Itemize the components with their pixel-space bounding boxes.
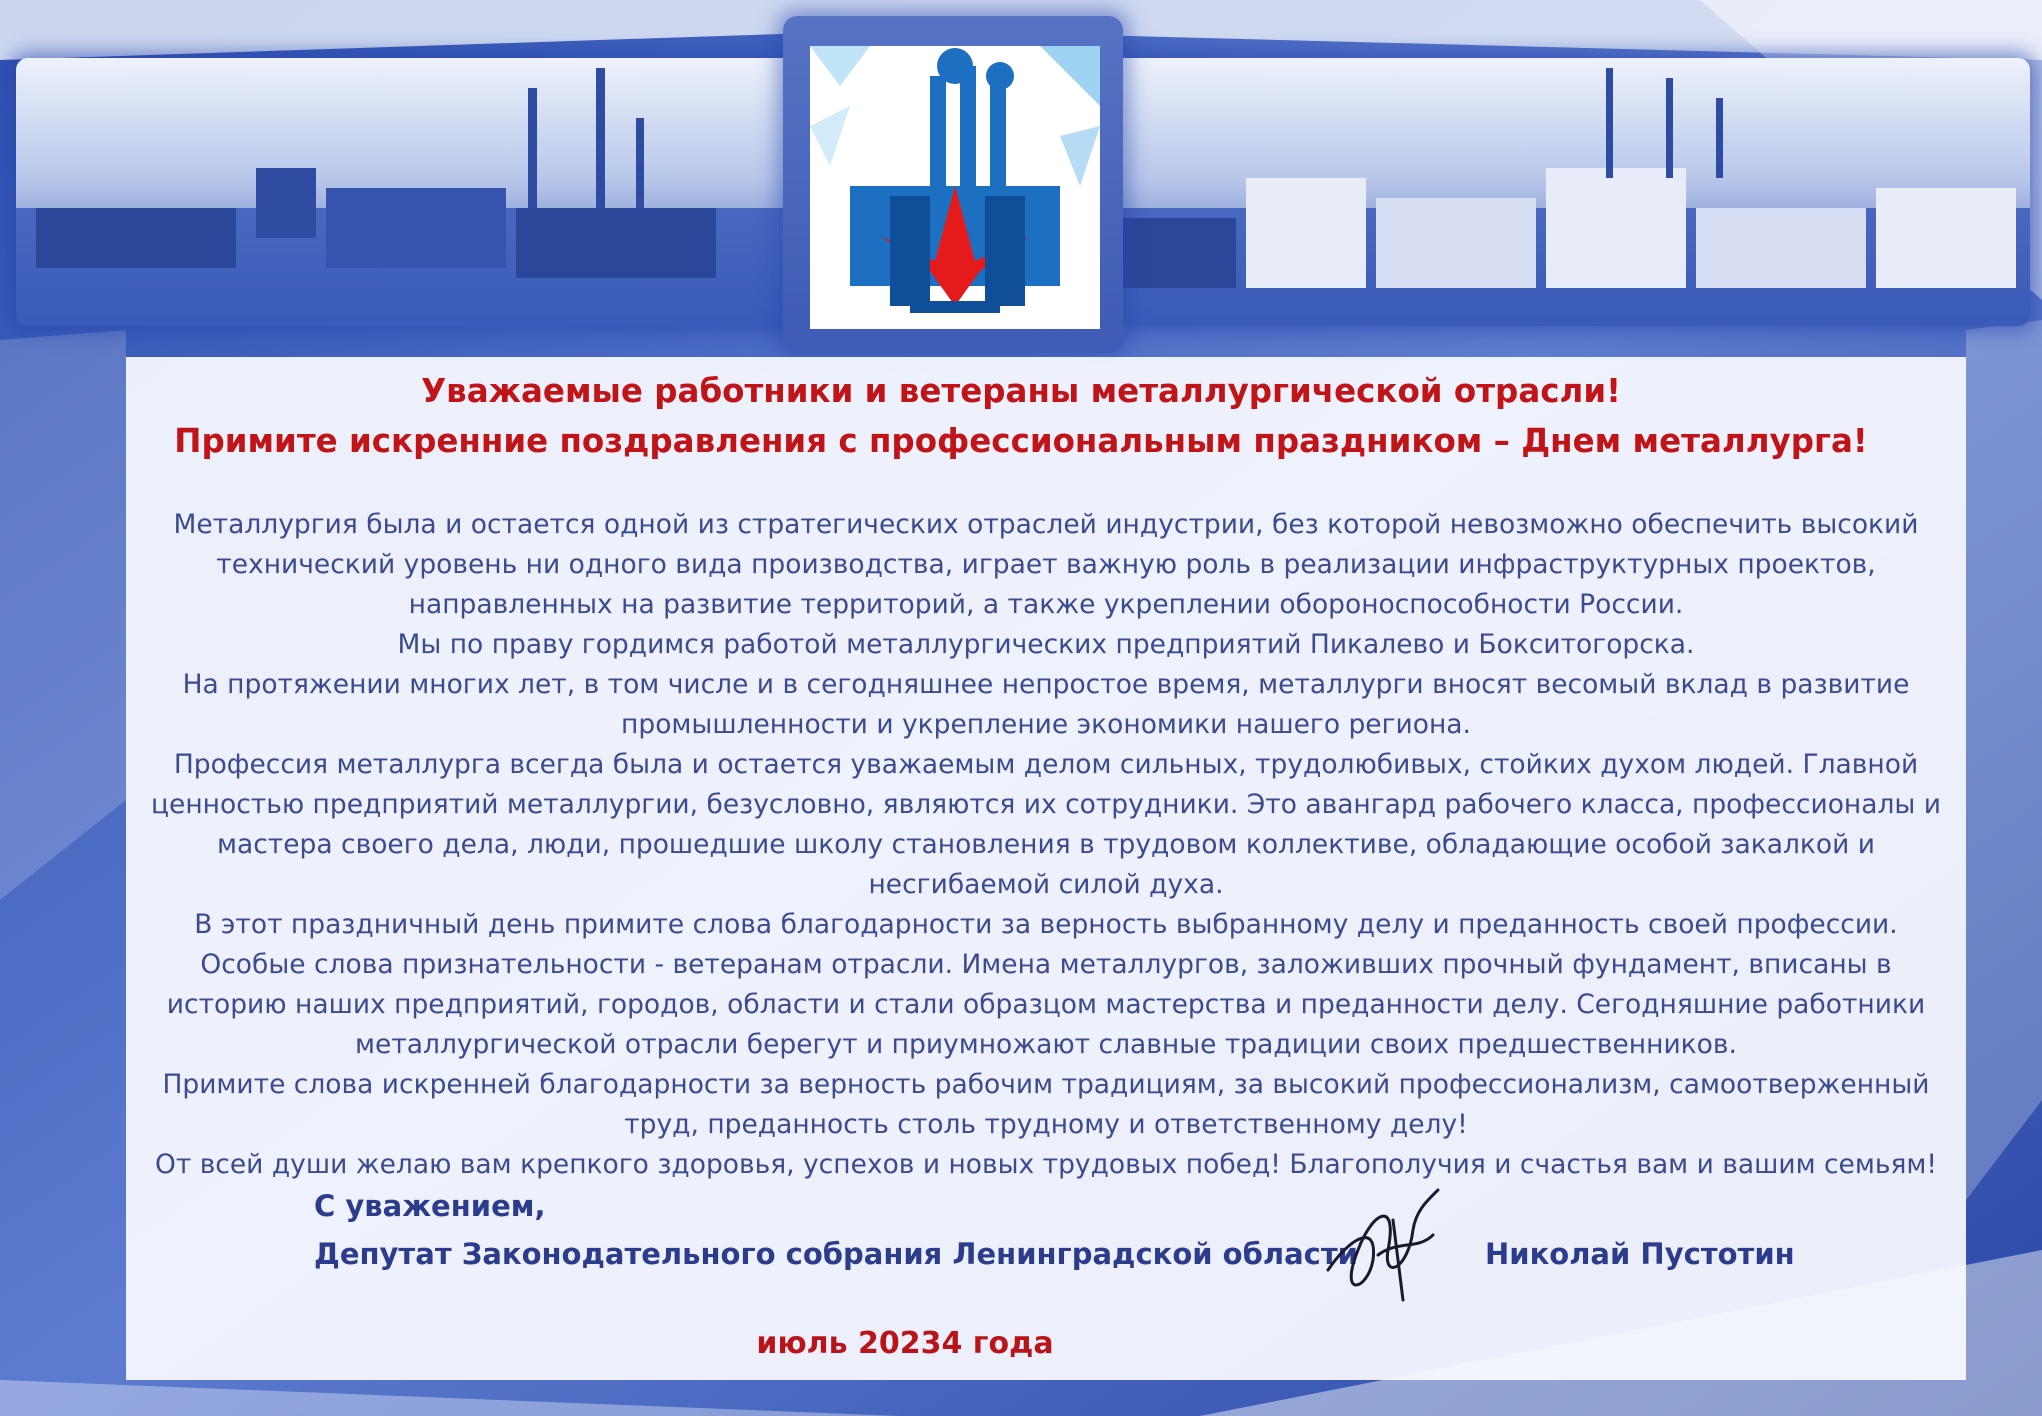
paragraph-8: От всей души желаю вам крепкого здоровья, успехов и новых трудовых побед! Благополучия и счастья вам и вашим семьям! xyxy=(154,1149,1938,1180)
paragraph-4: Профессия металлурга всегда была и остается уважаемым делом сильных, трудолюбивых, стойких духом людей. Главной ценностью предприятий металлургии, безусловно, являются их сотрудники. Это авангард рабочего класса, профессионалы и мастера своего дела, люди, прошедшие школу становления в трудовом коллективе, обладающие особой закалкой и несгибаемой силой духа. xyxy=(150,749,1942,900)
regards-line: С уважением, xyxy=(314,1189,546,1223)
letter-date: июль 20234 года xyxy=(756,1326,1054,1361)
paragraph-6: Особые слова признательности - ветеранам отрасли. Имена металлургов, заложивших прочный фундамент, вписаны в историю наших предприятий, городов, области и стали образцом мастерства и преданности делу. Сегодняшние работники металлургической отрасли берегут и приумножают славные традиции своих предшественников. xyxy=(166,949,1926,1060)
paragraph-3: На протяжении многих лет, в том числе и в сегодняшнее непростое время, металлурги вносят весомый вклад в развитие промышленности и укрепление экономики нашего региона. xyxy=(182,669,1910,740)
paragraph-5: В этот праздничный день примите слова благодарности за верность выбранному делу и преданность своей профессии. xyxy=(194,909,1898,940)
heading-line-2: Примите искренние поздравления с профессиональным праздником – Днем металлурга! xyxy=(174,422,1868,460)
logo-frame xyxy=(783,16,1123,353)
deputy-position: Депутат Законодательного собрания Ленинградской области xyxy=(314,1237,1358,1271)
paragraph-1: Металлургия была и остается одной из стратегических отраслей индустрии, без которой невозможно обеспечить высокий технический уровень ни одного вида производства, играет важную роль в реализации инфраструктурных проектов, направленных на развитие территорий, а также укреплении обороноспособности России. xyxy=(173,509,1919,620)
handwritten-signature-icon xyxy=(1318,1180,1458,1310)
paragraph-7: Примите слова искренней благодарности за верность рабочим традициям, за высокий профессионализм, самоотверженный труд, преданность столь трудному и ответственному делу! xyxy=(162,1069,1930,1140)
paragraph-2: Мы по праву гордимся работой металлургических предприятий Пикалево и Бокситогорска. xyxy=(397,629,1695,660)
deputy-name: Николай Пустотин xyxy=(1485,1237,1795,1271)
metallurgy-logo-icon xyxy=(810,46,1100,329)
letter-body xyxy=(140,505,1952,1185)
heading-line-1: Уважаемые работники и ветераны металлургической отрасли! xyxy=(421,372,1621,410)
